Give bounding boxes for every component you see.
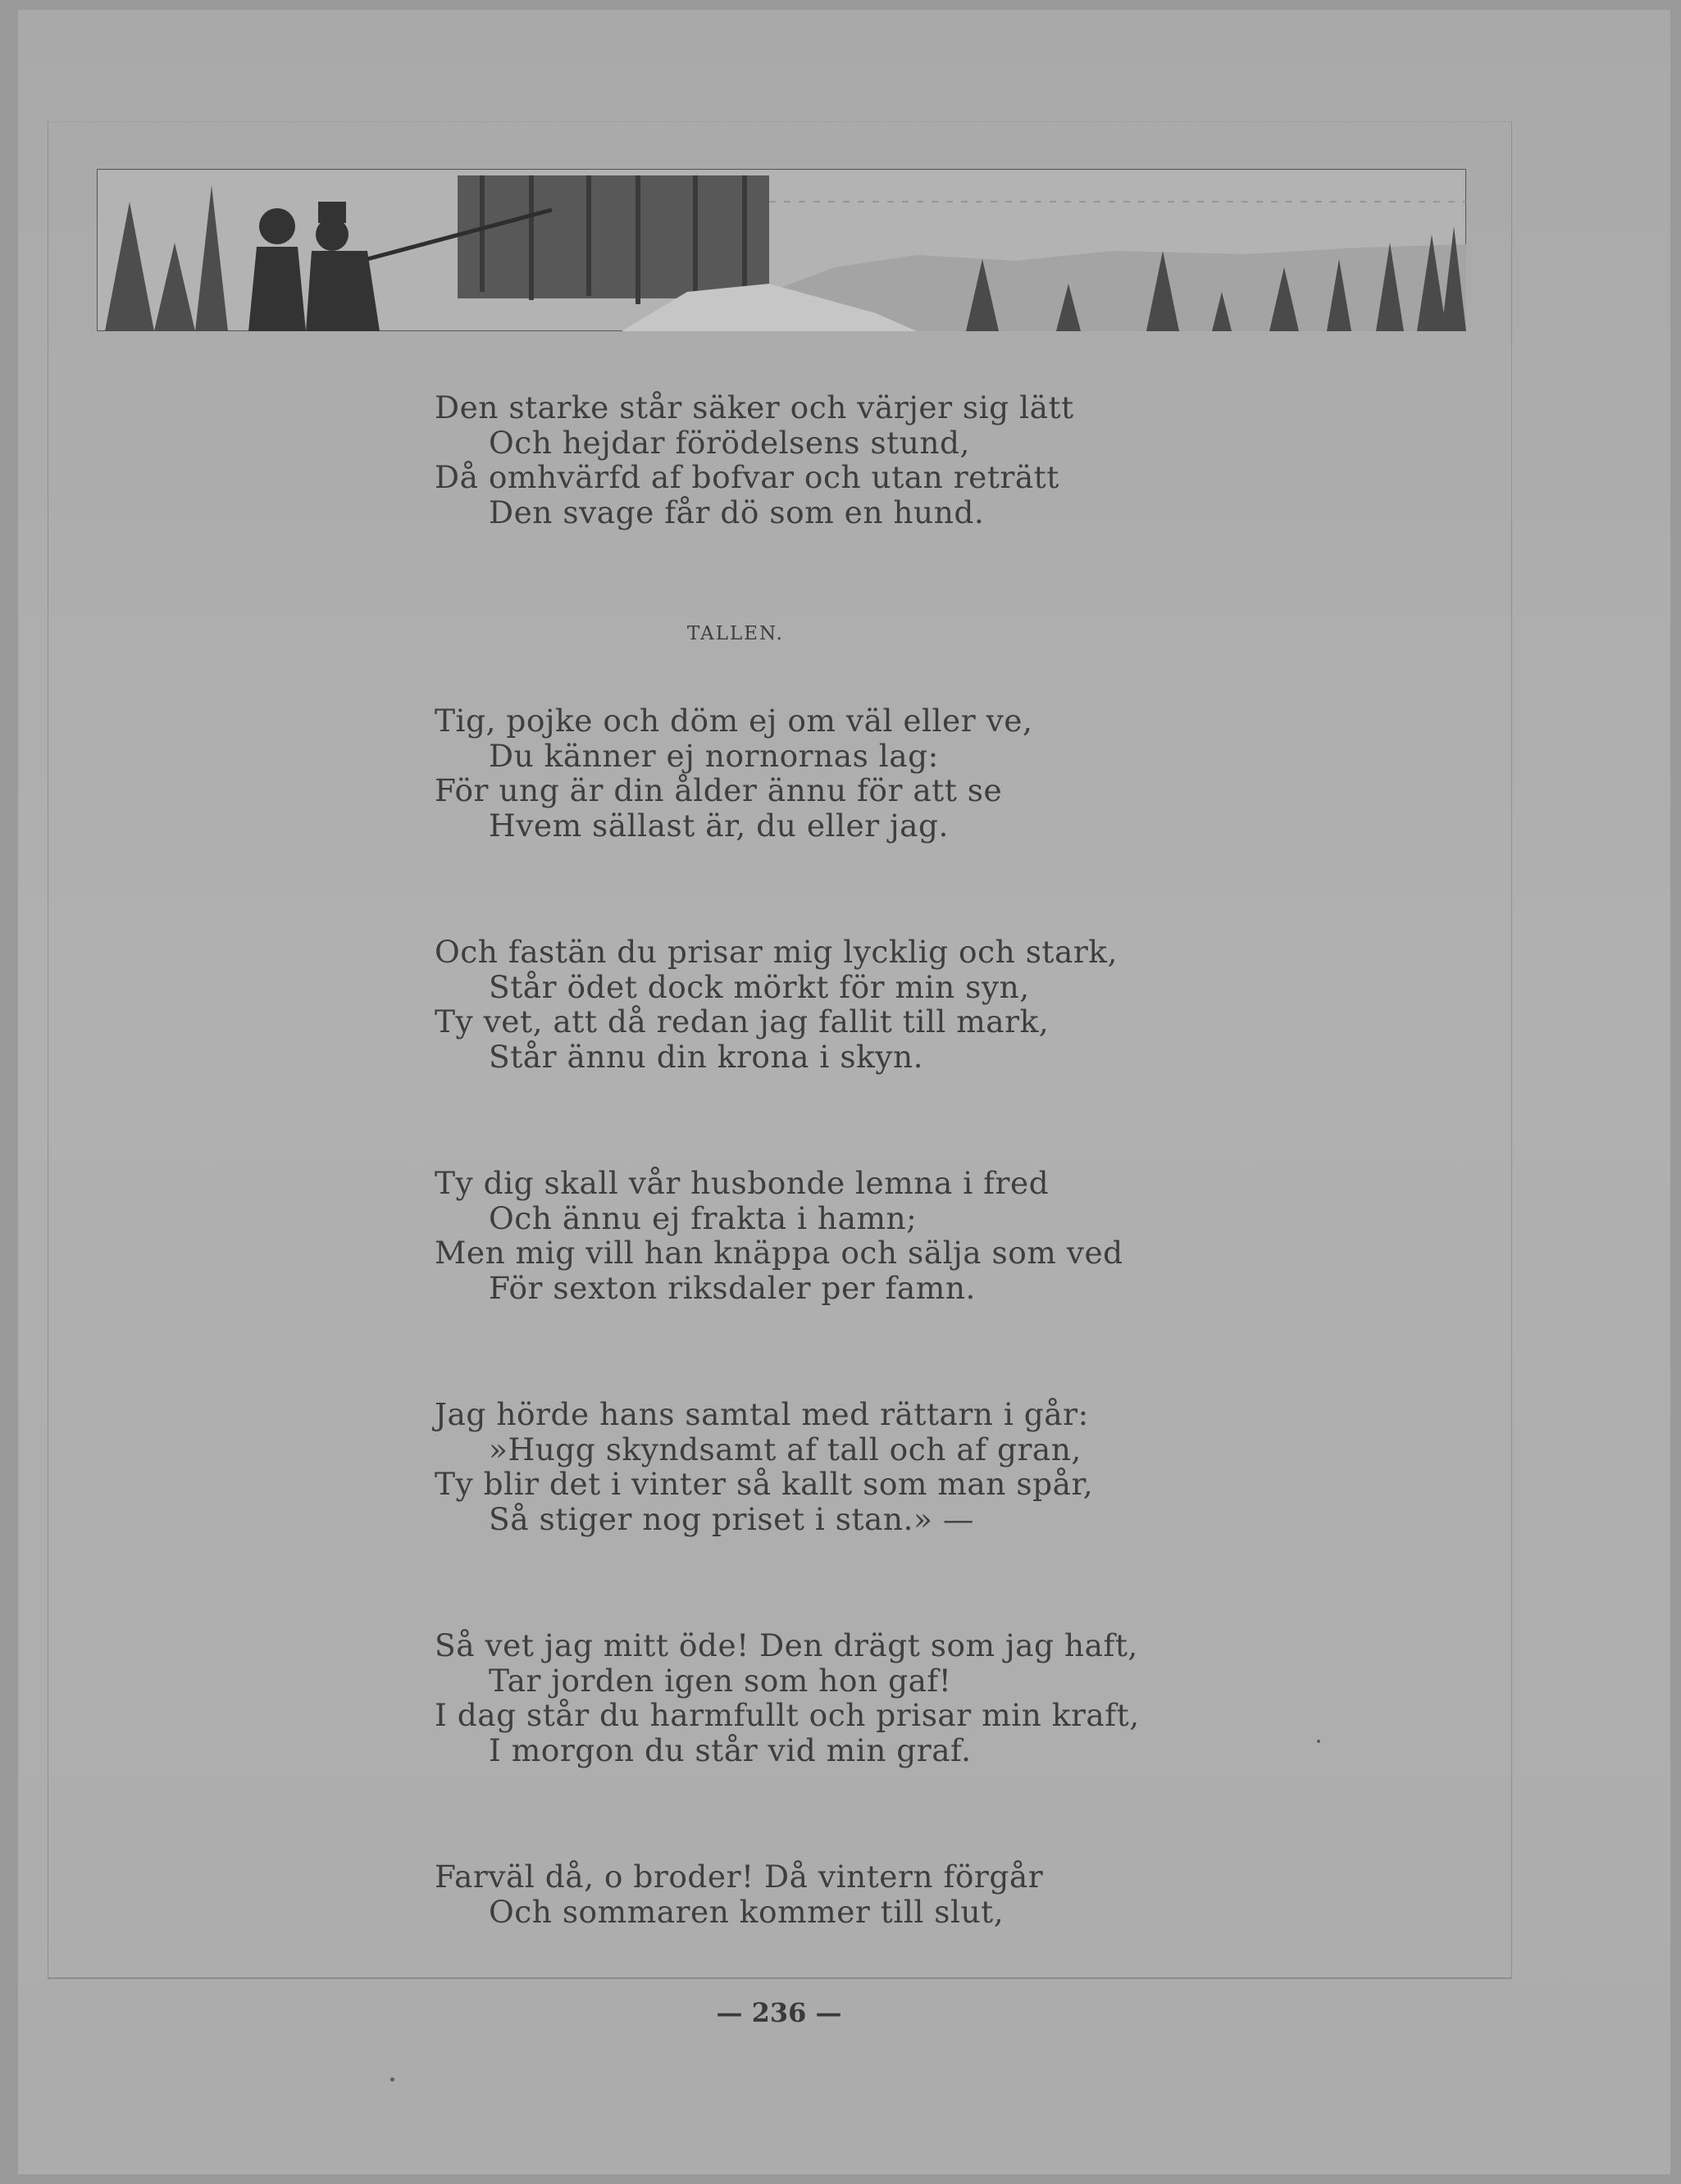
verse-line: Står ännu din krona i skyn.: [489, 1038, 924, 1075]
verse-line: Farväl då, o broder! Då vintern förgår: [435, 1859, 1044, 1895]
paper-speck: [1317, 1740, 1320, 1743]
verse-line: Och hejdar förödelsens stund,: [489, 424, 970, 461]
verse-line: Och ännu ej frakta i hamn;: [489, 1199, 918, 1236]
verse-line: Jag hörde hans samtal med rättarn i går:: [435, 1396, 1089, 1432]
verse-line: Och sommaren kommer till slut,: [489, 1893, 1004, 1930]
verse-line: Och fastän du prisar mig lycklig och stark,: [435, 934, 1118, 970]
verse-line: Ty dig skall vår husbonde lemna i fred: [435, 1165, 1050, 1201]
poem-text: [435, 390, 1189, 2021]
verse-line: I morgon du står vid min graf.: [489, 1731, 972, 1768]
verse-line: Står ödet dock mörkt för min syn,: [489, 968, 1030, 1005]
poem-title: TALLEN.: [687, 623, 784, 644]
verse-line: Men mig vill han knäppa och sälja som ved: [435, 1235, 1123, 1271]
verse-line: Den svage får dö som en hund.: [489, 494, 985, 530]
verse-line: För ung är din ålder ännu för att se: [435, 772, 1003, 808]
stanza: [435, 935, 1189, 1074]
verse-line: Tig, pojke och döm ej om väl eller ve,: [435, 703, 1033, 739]
verse-line: Ty blir det i vinter så kallt som man spår,: [435, 1466, 1094, 1502]
verse-line: Så stiger nog priset i stan.» —: [489, 1500, 974, 1537]
stanza: [435, 390, 1189, 530]
verse-line: I dag står du harmfullt och prisar min kraft,: [435, 1697, 1140, 1733]
book-page: [18, 10, 1670, 2174]
stanza: [435, 1859, 1189, 1929]
verse-line: Ty vet, att då redan jag fallit till mark,: [435, 1003, 1050, 1040]
verse-line: Den starke står säker och värjer sig lätt: [435, 389, 1074, 425]
stanza: [435, 1397, 1189, 1536]
stanza: [435, 703, 1189, 843]
page-number: — 236 —: [716, 1997, 842, 2028]
stanza: [435, 1166, 1189, 1305]
verse-line: För sexton riksdaler per famn.: [489, 1269, 976, 1306]
verse-line: »Hugg skyndsamt af tall och af gran,: [489, 1431, 1082, 1467]
verse-line: Hvem sällast är, du eller jag.: [489, 807, 949, 844]
paper-speck: [390, 2077, 394, 2082]
verse-line: Då omhvärfd af bofvar och utan reträtt: [435, 459, 1059, 495]
forest-vignette-illustration: [97, 169, 1466, 331]
stanza: [435, 1628, 1189, 1768]
verse-line: Tar jorden igen som hon gaf!: [489, 1662, 952, 1699]
verse-line: Du känner ej nornornas lag:: [489, 737, 939, 774]
verse-line: Så vet jag mitt öde! Den drägt som jag haft,: [435, 1627, 1138, 1663]
